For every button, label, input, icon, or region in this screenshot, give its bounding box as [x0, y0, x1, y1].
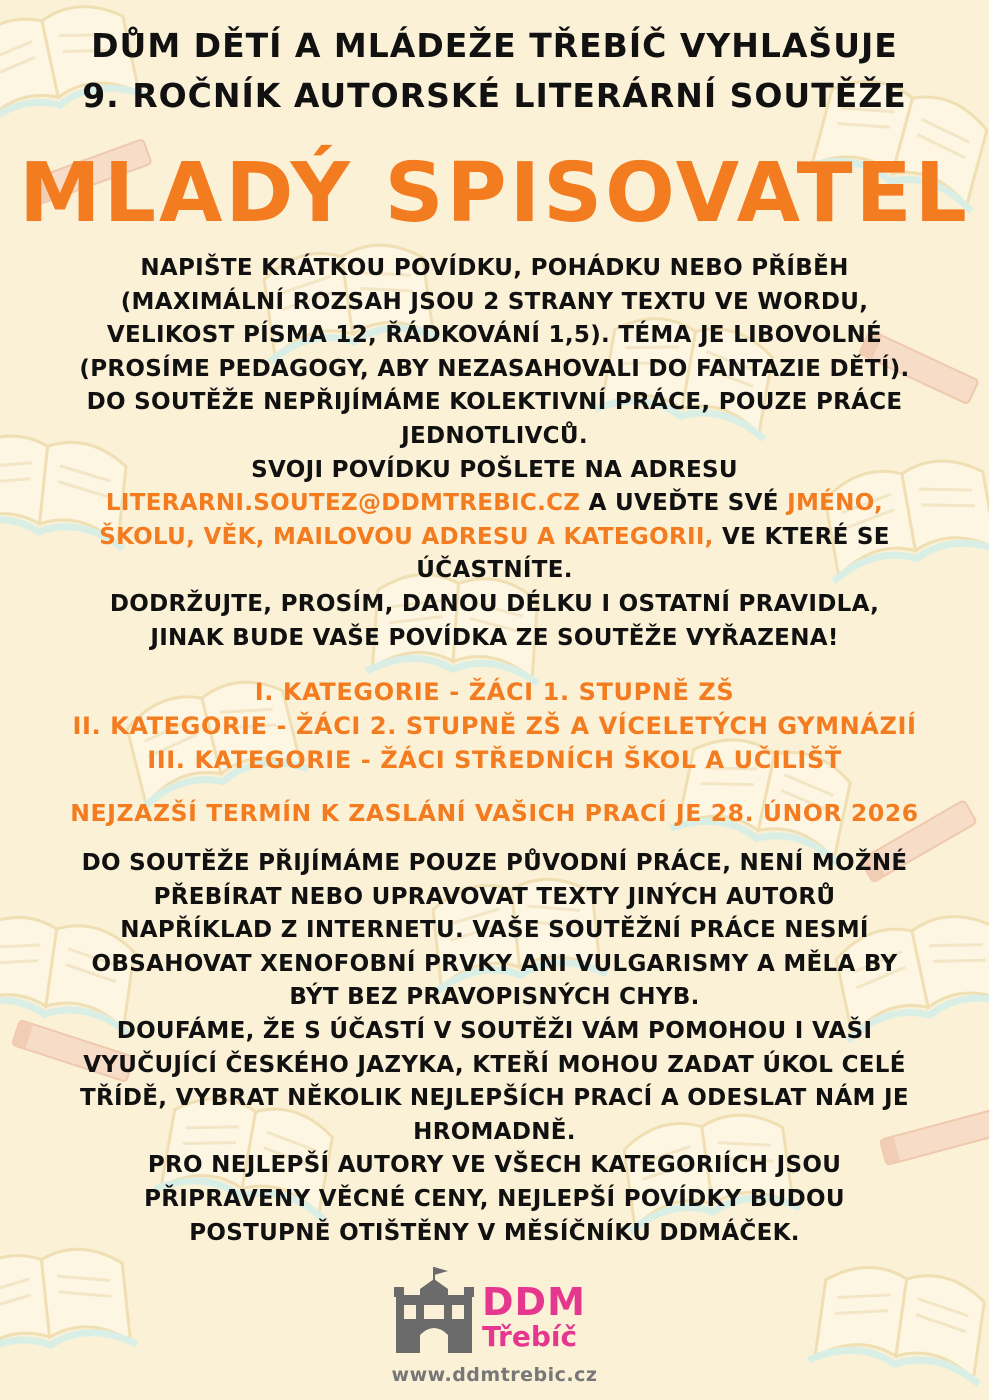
logo-text — [482, 1280, 586, 1353]
intro-fragment: VE KTERÉ SE — [713, 523, 890, 550]
rules-line: HROMADNĚ. — [413, 1118, 576, 1145]
intro-fragment: A UVEĎTE SVÉ — [580, 490, 788, 517]
rules-line: NAPŘÍKLAD Z INTERNETU. VAŠE SOUTĚŽNÍ PRÁCE NESMÍ — [120, 917, 869, 944]
rules-line: DO SOUTĚŽE PŘIJÍMÁME POUZE PŮVODNÍ PRÁCE, NENÍ MOŽNÉ — [81, 850, 908, 876]
category-3: III. KATEGORIE - ŽÁCI STŘEDNÍCH ŠKOL A UČILIŠŤ — [147, 746, 842, 774]
competition-title: MLADÝ SPISOVATEL — [19, 146, 970, 241]
intro-line: JINAK BUDE VAŠE POVÍDKA ZE SOUTĚŽE VYŘAZENA! — [150, 624, 839, 651]
castle-icon — [390, 1265, 478, 1360]
highlight-name: JMÉNO, — [787, 490, 884, 517]
submission-line — [10, 487, 979, 521]
rules-line: PŘEBÍRAT NEBO UPRAVOVAT TEXTY JINÝCH AUTORŮ — [153, 883, 836, 910]
intro-line: SVOJI POVÍDKU POŠLETE NA ADRESU — [251, 456, 738, 483]
rules-line: BÝT BEZ PRAVOPISNÝCH CHYB. — [289, 984, 700, 1011]
rules-text — [10, 847, 979, 1250]
header-line-2: 9. ROČNÍK AUTORSKÉ LITERÁRNÍ SOUTĚŽE — [82, 76, 907, 115]
intro-line: ÚČASTNÍTE. — [416, 557, 573, 584]
email-link[interactable]: LITERARNI.SOUTEZ@DDMTREBIC.CZ — [105, 490, 581, 517]
category-1: I. KATEGORIE - ŽÁCI 1. STUPNĚ ZŠ — [254, 678, 735, 706]
intro-text — [10, 252, 979, 655]
website-url[interactable]: www.ddmtrebic.cz — [391, 1364, 598, 1386]
intro-line: (PROSÍME PEDAGOGY, ABY NEZASAHOVALI DO FANTAZIE DĚTÍ). — [79, 355, 910, 382]
category-2: II. KATEGORIE - ŽÁCI 2. STUPNĚ ZŠ A VÍCELETÝCH GYMNÁZIÍ — [72, 712, 917, 740]
highlight-details: ŠKOLU, VĚK, MAILOVOU ADRESU A KATEGORII, — [99, 523, 714, 550]
rules-line: OBSAHOVAT XENOFOBNÍ PRVKY ANI VULGARISMY A MĚLA BY — [91, 950, 898, 977]
rules-line: PRO NEJLEPŠÍ AUTORY VE VŠECH KATEGORIÍCH JSOU — [147, 1152, 842, 1179]
intro-line: (MAXIMÁLNÍ ROZSAH JSOU 2 STRANY TEXTU VE WORDU, — [120, 288, 869, 315]
header-line-1: DŮM DĚTÍ A MLÁDEŽE TŘEBÍČ VYHLAŠUJE — [91, 26, 898, 65]
intro-line: NAPIŠTE KRÁTKOU POVÍDKU, POHÁDKU NEBO PŘÍBĚH — [140, 255, 849, 281]
rules-line: VYUČUJÍCÍ ČESKÉHO JAZYKA, KTEŘÍ MOHOU ZADAT ÚKOL CELÉ — [83, 1051, 906, 1078]
intro-line: DO SOUTĚŽE NEPŘIJÍMÁME KOLEKTIVNÍ PRÁCE, POUZE PRÁCE — [86, 389, 903, 416]
logo-name: DDM — [482, 1280, 586, 1324]
intro-line: DODRŽUJTE, PROSÍM, DANOU DÉLKU I OSTATNÍ PRAVIDLA, — [109, 590, 880, 617]
logo-city: Třebíč — [482, 1320, 578, 1353]
deadline: NEJZAZŠÍ TERMÍN K ZASLÁNÍ VAŠICH PRACÍ JE 28. ÚNOR 2026 — [70, 799, 919, 827]
ddm-logo — [390, 1265, 605, 1360]
rules-line: PŘIPRAVENY VĚCNÉ CENY, NEJLEPŠÍ POVÍDKY BUDOU — [144, 1185, 845, 1212]
intro-line: JEDNOTLIVCŮ. — [401, 422, 588, 449]
rules-line: DOUFÁME, ŽE S ÚČASTÍ V SOUTĚŽI VÁM POMOHOU I VAŠI — [116, 1017, 873, 1044]
submission-line-2 — [10, 521, 979, 555]
rules-line: POSTUPNĚ OTIŠTĚNY V MĚSÍČNÍKU DDMÁČEK. — [189, 1219, 800, 1246]
rules-line: TŘÍDĚ, VYBRAT NĚKOLIK NEJLEPŠÍCH PRACÍ A ODESLAT NÁM JE — [80, 1085, 909, 1112]
intro-line: VELIKOST PÍSMA 12, ŘÁDKOVÁNÍ 1,5). TÉMA JE LIBOVOLNÉ — [106, 322, 883, 349]
